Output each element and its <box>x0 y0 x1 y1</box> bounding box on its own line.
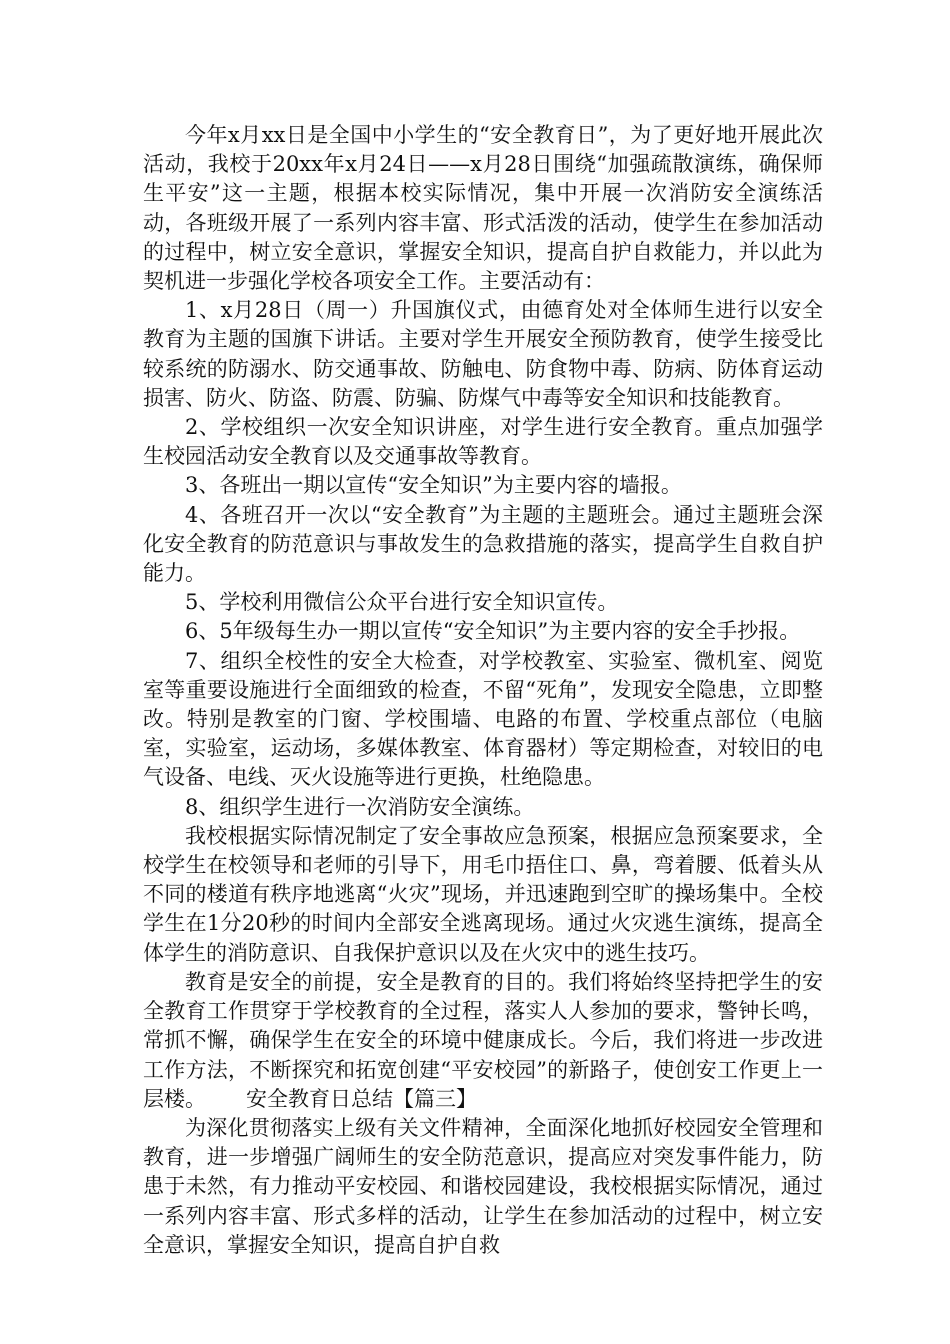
intro-paragraph: 今年x月xx日是全国中小学生的“安全教育日”，为了更好地开展此次活动，我校于20xx年x月24日——x月28日围绕“加强疏散演练，确保师生平安”这一主题，根据本校实际情况，集中开展一次消防安全演练活动，各班级开展了一系列内容丰富、形式活泼的活动，使学生在参加活动的过程中，树立安全意识，掌握安全知识，提高自护自救能力，并以此为契机进一步强化学校各项安全工作。主要活动有： <box>143 123 823 294</box>
final-paragraph: 为深化贯彻落实上级有关文件精神，全面深化地抓好校园安全管理和教育，进一步增强广阔师生的安全防范意识，提高应对突发事件能力，防患于未然，有力推动平安校园、和谐校园建设，我校根据实际情况，通过一系列内容丰富、形式多样的活动，让学生在参加活动的过程中，树立安全意识，掌握安全知识，提高自护自救 <box>143 1115 823 1257</box>
activity-item-6: 6、5年级每生办一期以宣传“安全知识”为主要内容的安全手抄报。 <box>185 619 801 644</box>
closing-paragraph <box>143 968 823 1114</box>
activity-item-7: 7、组织全校性的安全大检查，对学校教室、实验室、微机室、阅览室等重要设施进行全面细致的检查，不留“死角”，发现安全隐患，立即整改。特别是教室的门窗、学校围墙、电路的布置、学校重点部位（电脑室，实验室，运动场，多媒体教室、体育器材）等定期检查，对较旧的电气设备、电线、灭火设施等进行更换，杜绝隐患。 <box>143 648 823 790</box>
closing-text: 教育是安全的前提，安全是教育的目的。我们将始终坚持把学生的安全教育工作贯穿于学校教育的全过程，落实人人参加的要求，警钟长鸣，常抓不懈，确保学生在安全的环境中健康成长。今后，我们将进一步改进工作方法，不断探究和拓宽创建“平安校园”的新路子，使创安工作更上一层楼。 <box>143 969 823 1111</box>
drill-paragraph: 我校根据实际情况制定了安全事故应急预案，根据应急预案要求，全校学生在校领导和老师的引导下，用毛巾捂住口、鼻，弯着腰、低着头从不同的楼道有秩序地逃离“火灾”现场，并迅速跑到空旷的操场集中。全校学生在1分20秒的时间内全部安全逃离现场。通过火灾逃生演练，提高全体学生的消防意识、自我保护意识以及在火灾中的逃生技巧。 <box>143 823 823 965</box>
section-title: 安全教育日总结【篇三】 <box>246 1086 477 1111</box>
activity-item-3: 3、各班出一期以宣传“安全知识”为主要内容的墙报。 <box>185 473 682 498</box>
activity-item-1: 1、x月28日（周一）升国旗仪式，由德育处对全体师生进行以安全教育为主题的国旗下讲话。主要对学生开展安全预防教育，使学生接受比较系统的防溺水、防交通事故、防触电、防食物中毒、防病、防体育运动损害、防火、防盗、防震、防骗、防煤气中毒等安全知识和技能教育。 <box>143 298 823 410</box>
activity-item-5: 5、学校利用微信公众平台进行安全知识宣传。 <box>185 590 619 615</box>
activity-item-4: 4、各班召开一次以“安全教育”为主题的主题班会。通过主题班会深化安全教育的防范意识与事故发生的急救措施的落实，提高学生自救自护能力。 <box>143 502 823 586</box>
activity-item-2: 2、学校组织一次安全知识讲座，对学生进行安全教育。重点加强学生校园活动安全教育以及交通事故等教育。 <box>143 415 823 469</box>
document-body <box>143 121 823 1260</box>
activity-item-8: 8、组织学生进行一次消防安全演练。 <box>185 794 535 819</box>
